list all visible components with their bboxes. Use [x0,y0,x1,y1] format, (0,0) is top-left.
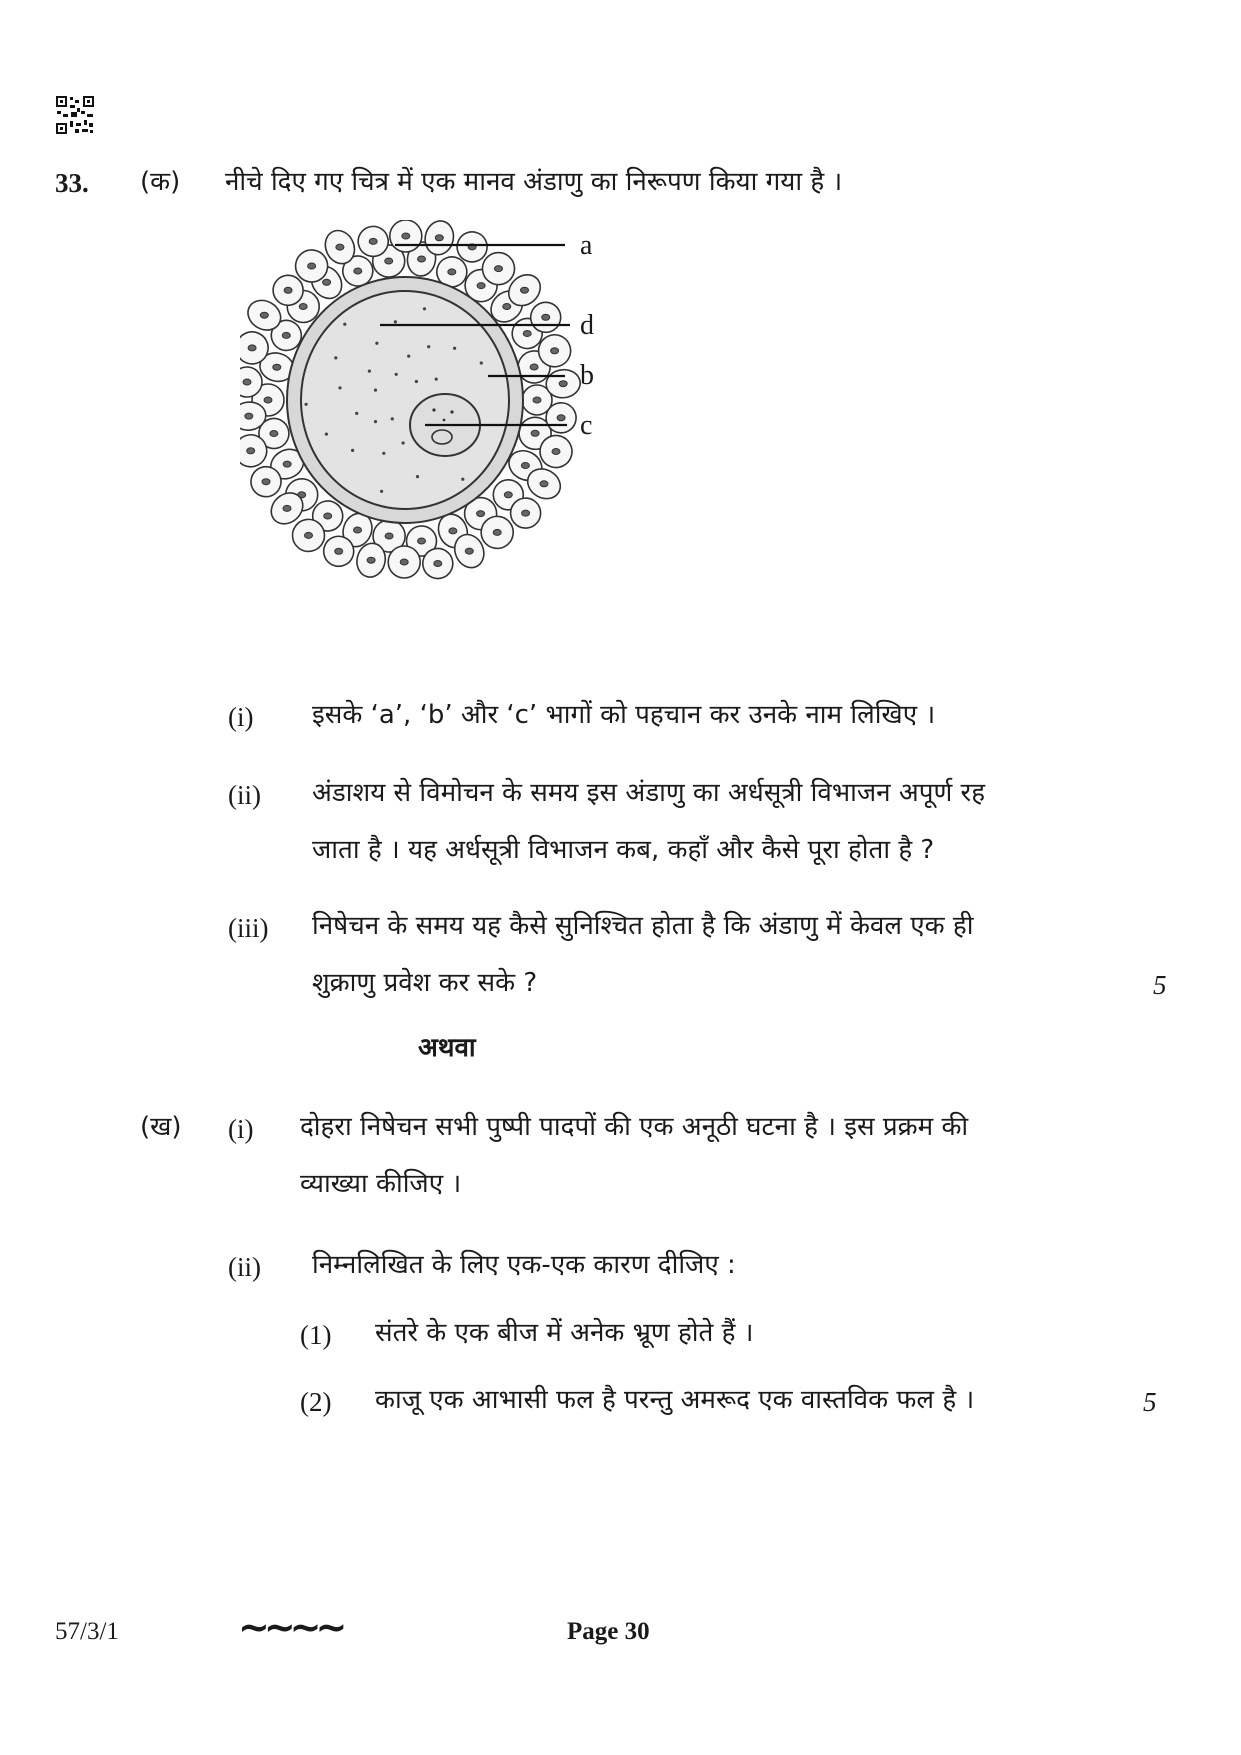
granule [351,449,354,452]
label-d: d [580,310,594,341]
part-a-text: नीचे दिए गए चित्र में एक मानव अंडाणु का निरूपण किया गया है । [225,167,843,197]
sub-a-iii-label: (iii) [228,913,269,943]
page-number: Page 30 [567,1618,650,1645]
sub-b-i-line1: दोहरा निषेचन सभी पुष्पी पादपों की एक अनूठी घटना है । इस प्रक्रम की [300,1112,969,1142]
granule [391,417,394,420]
sub-a-iii-line2: शुक्राणु प्रवेश कर सके ? [312,968,538,998]
human-ovum-diagram [240,220,680,620]
granule [394,320,397,323]
granule [343,323,346,326]
sub-b-i-line2: व्याख्या कीजिए । [300,1169,462,1199]
reason-1-label: (1) [300,1320,332,1350]
granule [338,386,341,389]
sub-a-ii-line2: जाता है । यह अर्धसूत्री विभाजन कब, कहाँ और कैसे पूरा होता है ? [312,835,935,865]
reason-1-text: संतरे के एक बीज में अनेक भ्रूण होते हैं । [375,1318,754,1348]
reason-2-label: (2) [300,1387,332,1417]
granule [461,478,464,481]
granule [374,420,377,423]
cytoplasm [301,291,509,509]
granule [382,452,385,455]
sub-a-ii-label: (ii) [228,780,261,810]
granule [305,403,308,406]
granule [380,490,383,493]
reason-2-text: काजू एक आभासी फल है परन्तु अमरूद एक वास्तविक फल है । [375,1385,975,1415]
granule [375,342,378,345]
sub-a-iii-line1: निषेचन के समय यह कैसे सुनिश्चित होता है कि अंडाणु में केवल एक ही [312,911,974,941]
granule [395,373,398,376]
granule [435,378,438,381]
or-separator: अथवा [418,1033,476,1063]
footer-ornament: ~~~~ [238,1605,342,1649]
part-a-label: (क) [140,167,181,197]
label-a: a [580,230,593,261]
qr-code-icon [55,95,95,135]
sub-a-i-text: इसके ‘a’, ‘b’ और ‘c’ भागों को पहचान कर उनके नाम लिखिए । [312,700,936,730]
question-number: 33. [55,168,89,198]
sub-a-i-label: (i) [228,702,254,732]
granule [334,356,337,359]
granule [415,380,418,383]
granule [423,307,426,310]
granule [355,412,358,415]
marks-part-a: 5 [1153,970,1167,1000]
follicle-cell [388,546,420,578]
granule [368,370,371,373]
label-b: b [580,360,594,391]
granule [416,475,419,478]
sub-b-i-label: (i) [228,1114,254,1144]
label-c: c [580,410,593,441]
paper-code: 57/3/1 [55,1618,119,1645]
sub-a-ii-line1: अंडाशय से विमोचन के समय इस अंडाणु का अर्धसूत्री विभाजन अपूर्ण रह [312,778,985,808]
granule [402,441,405,444]
granule [325,433,328,436]
follicle-cell [390,220,422,252]
granule [374,389,377,392]
part-b-label: (ख) [140,1112,182,1142]
marks-part-b: 5 [1143,1387,1157,1417]
granule [407,355,410,358]
sub-b-ii-text: निम्नलिखित के लिए एक-एक कारण दीजिए : [312,1250,736,1280]
granule [453,347,456,350]
granule [427,345,430,348]
sub-b-ii-label: (ii) [228,1252,261,1282]
granule [480,361,483,364]
